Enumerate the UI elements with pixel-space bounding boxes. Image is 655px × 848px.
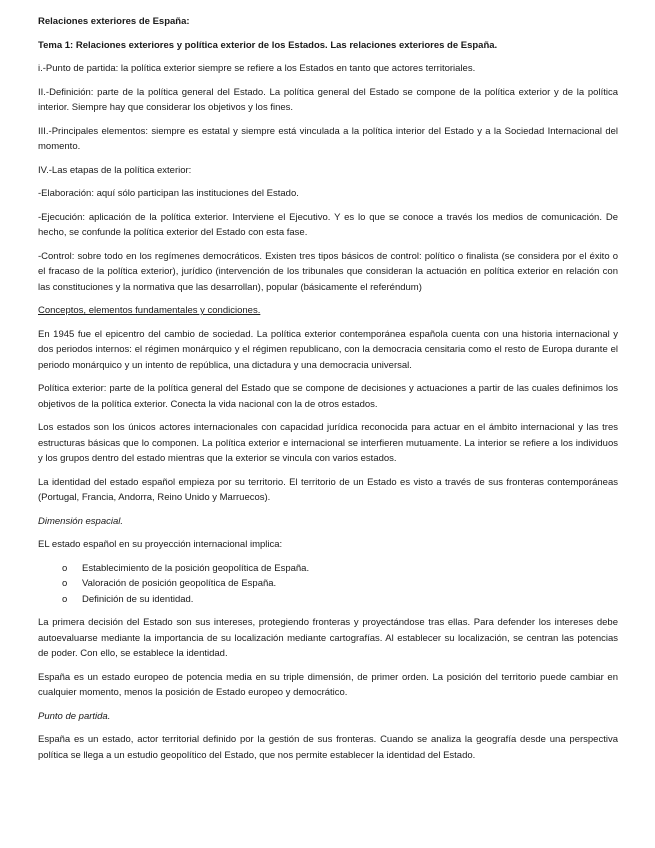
paragraph-proyeccion: EL estado español en su proyección internacional implica: xyxy=(38,539,283,550)
list-item xyxy=(62,592,618,608)
paragraph-definicion: II.-Definición: parte de la política general del Estado. La política general del Estado se compone de la política exterior y de la política interior. Siempre hay que considerar los objetivos y los fines. xyxy=(38,86,618,113)
list-item-text: Valoración de posición geopolítica de España. xyxy=(82,578,277,589)
paragraph-potencia-media: España es un estado europeo de potencia media en su triple dimensión, de primer orden. La posición del territorio puede cambiar en cualquier momento, menos la posición de Estado europeo y democrático. xyxy=(38,671,618,698)
dimension-espacial-heading: Dimensión espacial. xyxy=(38,515,124,527)
paragraph-politica-exterior: Política exterior: parte de la política general del Estado que se compone de decisiones y actuaciones a partir de las cuales definimos los objetivos de la política exterior. Conecta la vida nacional con la de otros estados. xyxy=(38,383,618,410)
paragraph-identidad: La identidad del estado español empieza por su territorio. El territorio de un Estado es visto a través de sus fronteras contemporáneas (Portugal, Francia, Andorra, Reino Unido y Marruecos). xyxy=(38,476,618,503)
list-item-text: Establecimiento de la posición geopolítica de España. xyxy=(82,562,310,574)
bullet-icon: o xyxy=(62,578,68,589)
list-item xyxy=(62,561,618,577)
paragraph-elaboracion: -Elaboración: aquí sólo participan las instituciones del Estado. xyxy=(38,188,299,199)
list-item-text: Definición de su identidad. xyxy=(82,593,194,605)
conceptos-heading: Conceptos, elementos fundamentales y condiciones. xyxy=(38,305,261,316)
list-item xyxy=(62,576,618,592)
paragraph-control: -Control: sobre todo en los regímenes democráticos. Existen tres tipos básicos de control: político o finalista (se considera por el éxito o el fracaso de la política exterior), jurídico (intervención de los tribunales que consideran la actuación en política exterior en relación con las constituciones y la normativa que las desarrollan), popular (básicamente el referéndum) xyxy=(38,250,618,293)
paragraph-ejecucion: -Ejecución: aplicación de la política exterior. Interviene el Ejecutivo. Y es lo que se conoce a través los medios de comunicación. De hecho, se confunde la política exterior del Estado con esta fase. xyxy=(38,211,618,238)
paragraph-actor-territorial: España es un estado, actor territorial definido por la gestión de sus fronteras. Cuando se analiza la geografía desde una perspectiva política se llega a un estudio geopolítico del Estado, que nos permite establecer la identidad del Estado. xyxy=(38,734,618,761)
paragraph-etapas: IV.-Las etapas de la política exterior: xyxy=(38,164,192,176)
paragraph-principales-elementos: III.-Principales elementos: siempre es estatal y siempre está vinculada a la política interior del Estado y a la Sociedad Internacional del momento. xyxy=(38,125,618,152)
document-page xyxy=(38,14,618,771)
paragraph-estados-actores: Los estados son los únicos actores internacionales con capacidad jurídica reconocida para actuar en el ámbito internacional y las tres estructuras básicas que lo componen. La política exterior e internacional se interfieren mutuamente. La interior se refiere a los individuos y los grupos dentro del estado mientras que la exterior se vincula con varios estados. xyxy=(38,422,618,464)
bullet-list xyxy=(38,561,618,608)
paragraph-punto-de-partida: i.-Punto de partida: la política exterior siempre se refiere a los Estados en tanto que actores territoriales. xyxy=(38,63,476,74)
tema-heading: Tema 1: Relaciones exteriores y política exterior de los Estados. Las relaciones exteriores de España. xyxy=(38,39,498,51)
bullet-icon: o xyxy=(62,593,68,605)
punto-de-partida-heading: Punto de partida. xyxy=(38,710,111,722)
paragraph-1945: En 1945 fue el epicentro del cambio de sociedad. La política exterior contemporánea española cuenta con una historia internacional y dos periodos internos: el régimen monárquico y el régimen republicano, con la democracia censitaria como el resto de Europa durante el periodo monárquico y un intento de república, una dictadura y una democracia universal. xyxy=(38,328,618,371)
bullet-icon: o xyxy=(62,562,68,574)
document-title: Relaciones exteriores de España: xyxy=(38,16,190,27)
paragraph-primera-decision: La primera decisión del Estado son sus intereses, protegiendo fronteras y proyectándose tras ellas. Para defender los intereses debe autoevaluarse mediante la importancia de su localización mediante cartografías. Al establecer su localización, se centran las potencias de poder. Con ello, se establece la identidad. xyxy=(38,617,618,659)
